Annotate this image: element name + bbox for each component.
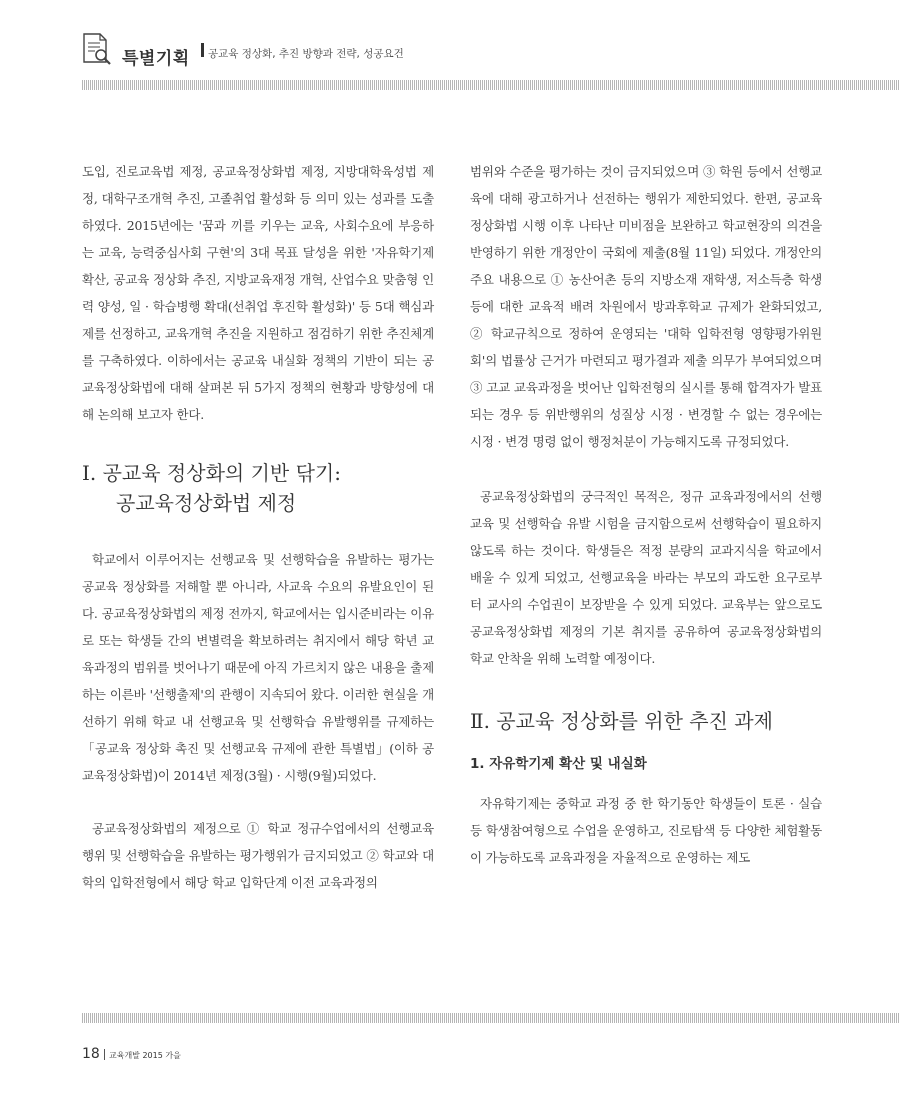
section-heading-1-line1: Ⅰ. 공교육 정상화의 기반 닦기: bbox=[82, 461, 341, 485]
body-paragraph: 자유학기제는 중학교 과정 중 한 학기동안 학생들이 토론 · 실습 등 학생참여형으로 수업을 운영하고, 진로탐색 등 다양한 체험활동이 가능하도록 교육과정을 자율적으로 운영하는 제도 bbox=[470, 796, 822, 865]
footer-divider bbox=[104, 1049, 105, 1060]
section-heading-1-line2: 공교육정상화법 제정 bbox=[116, 491, 297, 515]
right-column bbox=[470, 158, 822, 871]
body-paragraph: 범위와 수준을 평가하는 것이 금지되었으며 ③ 학원 등에서 선행교육에 대해 광고하거나 선전하는 행위가 제한되었다. 한편, 공교육정상화법 시행 이후 나타난 미비점을 보완하고 학교현장의 의견을 반영하기 위한 개정안이 국회에 제출(8월 11일) 되었다. 개정안의 주요 내용으로 ① 농산어촌 등의 지방소재 재학생, 저소득층 학생 등에 대한 교육적 배려 차원에서 방과후학교 규제가 완화되었고, ② 학교규칙으로 정하여 운영되는 '대학 입학전형 영향평가위원회'의 법률상 근거가 마련되고 평가결과 제출 의무가 부여되었으며 ③ 고교 교육과정을 벗어난 입학전형의 실시를 통해 합격자가 발표되는 경우 등 위반행위의 성질상 시정 · 변경할 수 없는 경우에는 시정 · 변경 명령 없이 행정처분이 가능해지도록 규정되었다. bbox=[470, 164, 822, 449]
subsection-heading: 1. 자유학기제 확산 및 내실화 bbox=[470, 756, 647, 772]
body-paragraph: 학교에서 이루어지는 선행교육 및 선행학습을 유발하는 평가는 공교육 정상화를 저해할 뿐 아니라, 사교육 수요의 유발요인이 된다. 공교육정상화법의 제정 전까지, 학교에서는 입시준비라는 이유로 또는 학생들 간의 변별력을 확보하려는 취지에서 해당 학년 교육과정의 범위를 벗어나기 때문에 아직 가르치지 않은 내용을 출제하는 이른바 '선행출제'의 관행이 지속되어 왔다. 이러한 현실을 개선하기 위해 학교 내 선행교육 및 선행학습 유발행위를 규제하는 「공교육 정상화 촉진 및 선행교육 규제에 관한 특별법」(이하 공교육정상화법)이 2014년 제정(3월) · 시행(9월)되었다. bbox=[82, 552, 434, 783]
section-subtitle: 공교육 정상화, 추진 방향과 전략, 성공요건 bbox=[208, 48, 404, 60]
document-search-icon bbox=[82, 32, 112, 66]
top-stripe-divider bbox=[82, 80, 899, 90]
section-title: 특별기획 bbox=[122, 49, 190, 69]
body-paragraph: 공교육정상화법의 제정으로 ① 학교 정규수업에서의 선행교육 행위 및 선행학습을 유발하는 평가행위가 금지되었고 ② 학교와 대학의 입학전형에서 해당 학교 입학단계 이전 교육과정의 bbox=[82, 821, 434, 890]
page-header bbox=[82, 24, 822, 72]
bottom-stripe-divider bbox=[82, 1013, 899, 1023]
body-paragraph: 공교육정상화법의 궁극적인 목적은, 정규 교육과정에서의 선행교육 및 선행학습 유발 시험을 금지함으로써 선행학습이 필요하지 않도록 하는 것이다. 학생들은 적정 분량의 교과지식을 학교에서 배울 수 있게 되었고, 선행교육을 바라는 부모의 과도한 요구로부터 교사의 수업권이 보장받을 수 있게 되었다. 교육부는 앞으로도 공교육정상화법 제정의 기본 취지를 공유하여 공교육정상화법의 학교 안착을 위해 노력할 예정이다. bbox=[470, 489, 822, 666]
left-column bbox=[82, 158, 434, 896]
header-divider bbox=[201, 43, 204, 57]
publication-name: 교육개발 2015 가을 bbox=[109, 1051, 181, 1060]
section-heading-2: Ⅱ. 공교육 정상화를 위한 추진 과제 bbox=[470, 709, 773, 733]
section-heading-1 bbox=[82, 458, 434, 518]
page-number: 18 bbox=[82, 1046, 100, 1062]
body-paragraph: 도입, 진로교육법 제정, 공교육정상화법 제정, 지방대학육성법 제정, 대학구조개혁 추진, 고졸취업 활성화 등 의미 있는 성과를 도출하였다. 2015년에는 '꿈과 끼를 키우는 교육, 사회수요에 부응하는 교육, 능력중심사회 구현'의 3대 목표 달성을 위한 '자유학기제 확산, 공교육 정상화 추진, 지방교육재정 개혁, 산업수요 맞춤형 인력 양성, 일 · 학습병행 확대(선취업 후진학 활성화)' 등 5대 핵심과제를 선정하고, 교육개혁 추진을 지원하고 점검하기 위한 추진체계를 구축하였다. 이하에서는 공교육 내실화 정책의 기반이 되는 공교육정상화법에 대해 살펴본 뒤 5가지 정책의 현황과 방향성에 대해 논의해 보고자 한다. bbox=[82, 164, 434, 422]
